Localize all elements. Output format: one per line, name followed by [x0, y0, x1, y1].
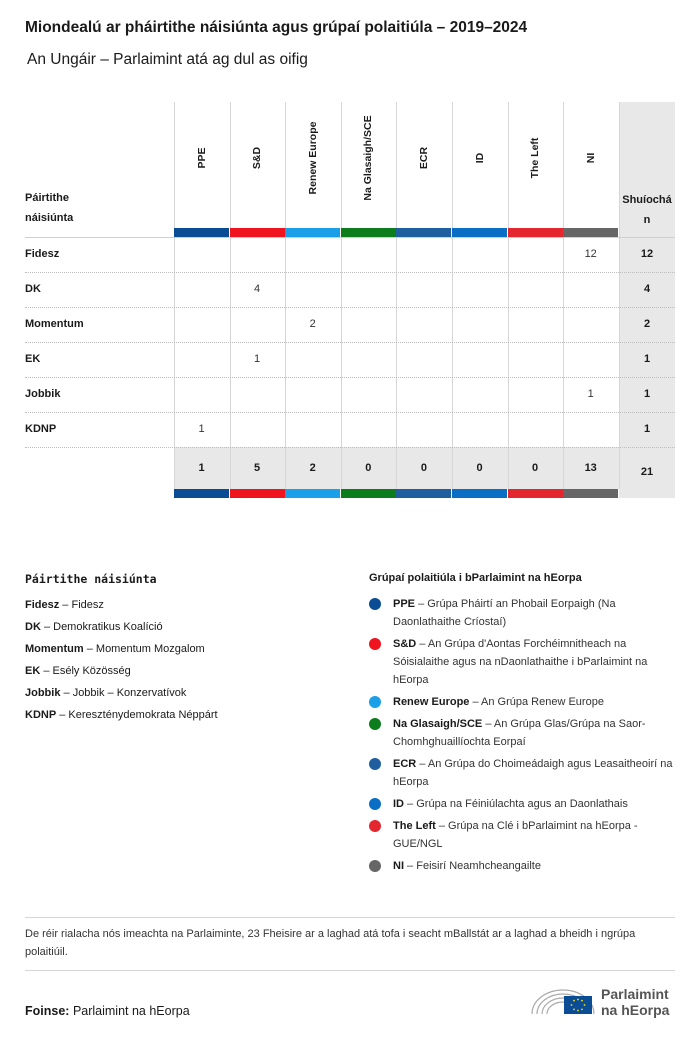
group-name: Feisirí Neamhcheangailte	[416, 860, 541, 872]
column-header-label: ID	[473, 152, 486, 164]
row-total: 1	[643, 388, 651, 400]
row-divider	[25, 307, 675, 308]
logo-line2: na hEorpa	[601, 1002, 670, 1018]
total-header-label: Shuíochán	[622, 194, 672, 226]
group-abbr: Na Glasaigh/SCE	[393, 718, 483, 730]
group-color-dot	[369, 696, 381, 708]
group-color-dot	[369, 598, 381, 610]
column-header-label: ECR	[417, 146, 430, 170]
row-divider	[25, 272, 675, 273]
party-name: Demokratikus Koalíció	[53, 621, 163, 633]
group-color-bar	[452, 489, 507, 498]
parties-legend	[25, 572, 345, 726]
group-legend-item	[369, 755, 679, 791]
column-header	[508, 102, 563, 228]
group-legend-item	[369, 635, 679, 689]
group-name: Grúpa na Clé i bParlaimint na hEorpa - GUE/NGL	[393, 820, 638, 850]
column-header-label: S&D	[251, 146, 264, 170]
group-separator: –	[404, 860, 417, 872]
row-total: 4	[643, 283, 651, 295]
group-separator: –	[435, 820, 449, 832]
group-color-bar	[230, 489, 285, 498]
group-color-bar	[508, 228, 563, 237]
column-header-label: NI	[584, 152, 597, 164]
row-total: 12	[640, 248, 654, 260]
group-separator: –	[416, 638, 428, 650]
chart-title: Miondealú ar pháirtithe náisiúnta agus grúpaí polaitiúla – 2019–2024	[25, 19, 528, 36]
column-total: 1	[198, 462, 205, 474]
group-name: Grúpa na Féiniúlachta agus an Daonlathais	[416, 798, 628, 810]
group-abbr: Renew Europe	[393, 696, 470, 708]
hemicycle-icon	[528, 980, 598, 1020]
group-color-dot	[369, 798, 381, 810]
groups-legend-title: Grúpaí polaitiúla i bParlaimint na hEorpa	[369, 572, 582, 584]
group-legend-item	[369, 795, 679, 813]
column-header-label: PPE	[195, 147, 208, 169]
party-legend-item	[25, 616, 345, 638]
column-header	[563, 102, 618, 228]
row-total: 1	[643, 423, 651, 435]
column-total: 5	[254, 462, 261, 474]
group-color-bar	[396, 228, 451, 237]
row-label: KDNP	[25, 423, 57, 435]
group-separator: –	[469, 696, 482, 708]
group-color-bar	[174, 489, 229, 498]
group-legend-item	[369, 715, 679, 751]
group-color-bar	[285, 489, 340, 498]
group-color-bar	[230, 228, 285, 237]
group-abbr: S&D	[393, 638, 417, 650]
party-abbr: Fidesz	[25, 599, 60, 611]
row-header-label: Páirtithe náisiúnta	[25, 192, 74, 224]
party-abbr: EK	[25, 665, 41, 677]
row-label: EK	[25, 353, 41, 365]
group-color-bar	[341, 228, 396, 237]
group-color-dot	[369, 638, 381, 650]
seat-table	[25, 102, 675, 498]
party-legend-item	[25, 682, 345, 704]
party-name: Esély Közösség	[52, 665, 131, 677]
party-name: Fidesz	[71, 599, 104, 611]
group-abbr: ECR	[393, 758, 417, 770]
note-divider-bottom	[25, 970, 675, 971]
party-legend-item	[25, 704, 345, 726]
source-label: Foinse:	[25, 1004, 70, 1018]
row-divider	[25, 342, 675, 343]
column-header	[341, 102, 396, 228]
group-color-bar	[285, 228, 340, 237]
column-total: 0	[476, 462, 483, 474]
column-total: 2	[309, 462, 316, 474]
party-abbr: KDNP	[25, 709, 57, 721]
group-abbr: ID	[393, 798, 404, 810]
party-separator: –	[40, 621, 54, 633]
table-cell: 1	[254, 353, 261, 365]
column-header	[230, 102, 285, 228]
group-legend-item	[369, 857, 679, 875]
group-color-dot	[369, 860, 381, 872]
column-header-label: Na Glasaigh/SCE	[362, 115, 375, 201]
group-separator: –	[415, 598, 428, 610]
group-color-bar	[341, 489, 396, 498]
table-cell: 12	[584, 248, 597, 260]
source-line	[25, 1004, 190, 1018]
party-separator: –	[59, 599, 72, 611]
column-total: 0	[532, 462, 539, 474]
party-separator: –	[83, 643, 96, 655]
groups-legend	[369, 572, 679, 879]
party-name: Momentum Mozgalom	[95, 643, 205, 655]
party-legend-item	[25, 638, 345, 660]
group-legend-item	[369, 817, 679, 853]
column-header-label: The Left	[529, 137, 542, 179]
party-abbr: Jobbik	[25, 687, 61, 699]
party-legend-item	[25, 594, 345, 616]
group-name: An Grúpa Glas/Grúpa na Saor-Chomhghuaillíochta Eorpaí	[393, 718, 646, 748]
group-name: An Grúpa do Choimeádaigh agus Leasaitheoirí na hEorpa	[393, 758, 673, 788]
row-total: 2	[643, 318, 651, 330]
column-total: 13	[584, 462, 597, 474]
group-abbr: The Left	[393, 820, 436, 832]
party-separator: –	[56, 709, 69, 721]
footnote: De réir rialacha nós imeachta na Parlaiminte, 23 Fheisire ar a laghad atá tofa i seacht mBallstát ar a laghad a bheidh i ngrúpa polaitiúil.	[25, 928, 636, 958]
row-label: DK	[25, 283, 41, 295]
party-legend-item	[25, 660, 345, 682]
group-color-bar	[563, 228, 618, 237]
party-name: Kereszténydemokrata Néppárt	[68, 709, 218, 721]
column-header	[452, 102, 507, 228]
group-color-bar	[563, 489, 618, 498]
column-header	[396, 102, 451, 228]
row-total: 1	[643, 353, 651, 365]
logo-text	[601, 986, 669, 1018]
table-cell: 4	[254, 283, 261, 295]
grand-total: 21	[640, 466, 654, 478]
group-abbr: NI	[393, 860, 404, 872]
party-separator: –	[40, 665, 53, 677]
column-total: 0	[365, 462, 372, 474]
ep-logo	[528, 980, 678, 1020]
table-cell: 2	[309, 318, 316, 330]
column-header-label: Renew Europe	[306, 121, 319, 195]
group-color-dot	[369, 820, 381, 832]
column-header	[174, 102, 229, 228]
party-name: Jobbik – Konzervatívok	[72, 687, 187, 699]
group-name: An Grúpa Renew Europe	[481, 696, 604, 708]
logo-line1: Parlaimint	[601, 986, 669, 1002]
note-divider-top	[25, 917, 675, 918]
group-color-bar	[396, 489, 451, 498]
table-cell: 1	[198, 423, 205, 435]
row-label: Fidesz	[25, 248, 60, 260]
group-color-bar	[174, 228, 229, 237]
group-name: Grúpa Pháirtí an Phobail Eorpaigh (Na Daonlathaithe Críostaí)	[393, 598, 616, 628]
group-separator: –	[482, 718, 494, 730]
group-legend-item	[369, 595, 679, 631]
parties-legend-title: Páirtithe náisiúnta	[25, 572, 157, 586]
row-label: Momentum	[25, 318, 84, 330]
table-cell: 1	[587, 388, 594, 400]
group-separator: –	[404, 798, 417, 810]
column-header	[285, 102, 340, 228]
row-divider	[25, 412, 675, 413]
chart-subtitle: An Ungáir – Parlaimint atá ag dul as oifig	[27, 51, 308, 68]
group-name: An Grúpa d'Aontas Forchéimnitheach na Sóisialaithe agus na nDaonlathaithe i bParlaimint na hEorpa	[393, 638, 648, 686]
group-color-dot	[369, 758, 381, 770]
source-value: Parlaimint na hEorpa	[72, 1004, 190, 1018]
group-legend-item	[369, 693, 679, 711]
group-abbr: PPE	[393, 598, 416, 610]
group-color-dot	[369, 718, 381, 730]
group-color-bar	[508, 489, 563, 498]
column-total: 0	[420, 462, 427, 474]
group-color-bar	[452, 228, 507, 237]
group-separator: –	[416, 758, 428, 770]
party-abbr: DK	[25, 621, 41, 633]
row-label: Jobbik	[25, 388, 61, 400]
party-separator: –	[60, 687, 73, 699]
party-abbr: Momentum	[25, 643, 84, 655]
